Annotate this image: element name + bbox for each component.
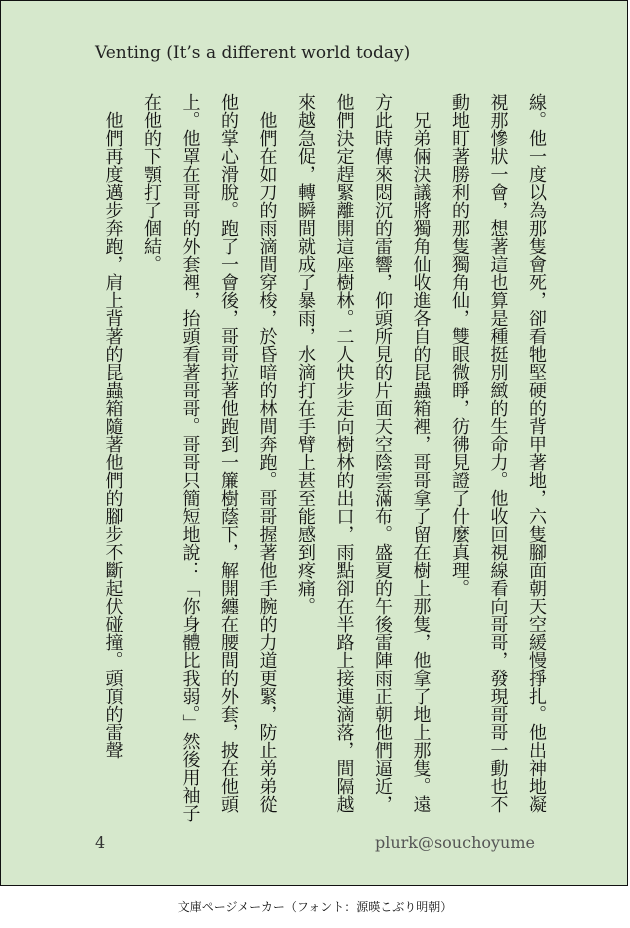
running-header-title: Venting (It’s a different world today) <box>95 43 411 63</box>
paragraph-3: 他們在如刀的雨滴間穿梭，於昏暗的林間奔跑。哥哥握著他手腕的力道更緊，防止弟弟從他的掌心滑脫。跑了一會後，哥哥拉著他跑到一簾樹蔭下，解開纏在腰間的外套，披在他頭上。他罩在哥哥的外套裡，抬頭看著哥哥。哥哥只簡短地說：「你身體比我弱。」然後用袖子在他的下顎打了個結。 <box>141 93 278 822</box>
generator-credit: 文庫ページメーカー（フォント：源暎こぶり明朝） <box>177 900 453 914</box>
paragraph-2: 兄弟倆決議將獨角仙收進各自的昆蟲箱裡，哥哥拿了留在樹上那隻，他拿了地上那隻。遠方此時傳來悶沉的雷響，仰頭所見的片面天空陰雲滿布。盛夏的午後雷陣雨正朝他們逼近，他們決定趕緊離開這座樹林。二人快步走向樹林的出口，雨點卻在半路上接連滴落，間隔越來越急促，轉瞬間就成了暴雨，水滴打在手臂上甚至能感到疼痛。 <box>295 93 432 813</box>
author-handle: plurk@souchoyume <box>374 833 535 852</box>
vertical-body-text <box>87 93 555 823</box>
page-number: 4 <box>95 833 106 852</box>
paragraph-4: 他們再度邁步奔跑，肩上背著的昆蟲箱隨著他們的腳步不斷起伏碰撞。頭頂的雷聲 <box>102 111 124 759</box>
paragraph-1: 線。他一度以為那隻會死，卻看牠堅硬的背甲著地，六隻腳面朝天空緩慢掙扎。他出神地凝視那慘狀一會，想著這也算是種挺別緻的生命力。他收回視線看向哥哥，發現哥哥一動也不動地盯著勝利的那隻獨角仙，雙眼微睜，彷彿見證了什麼真理。 <box>449 93 547 813</box>
